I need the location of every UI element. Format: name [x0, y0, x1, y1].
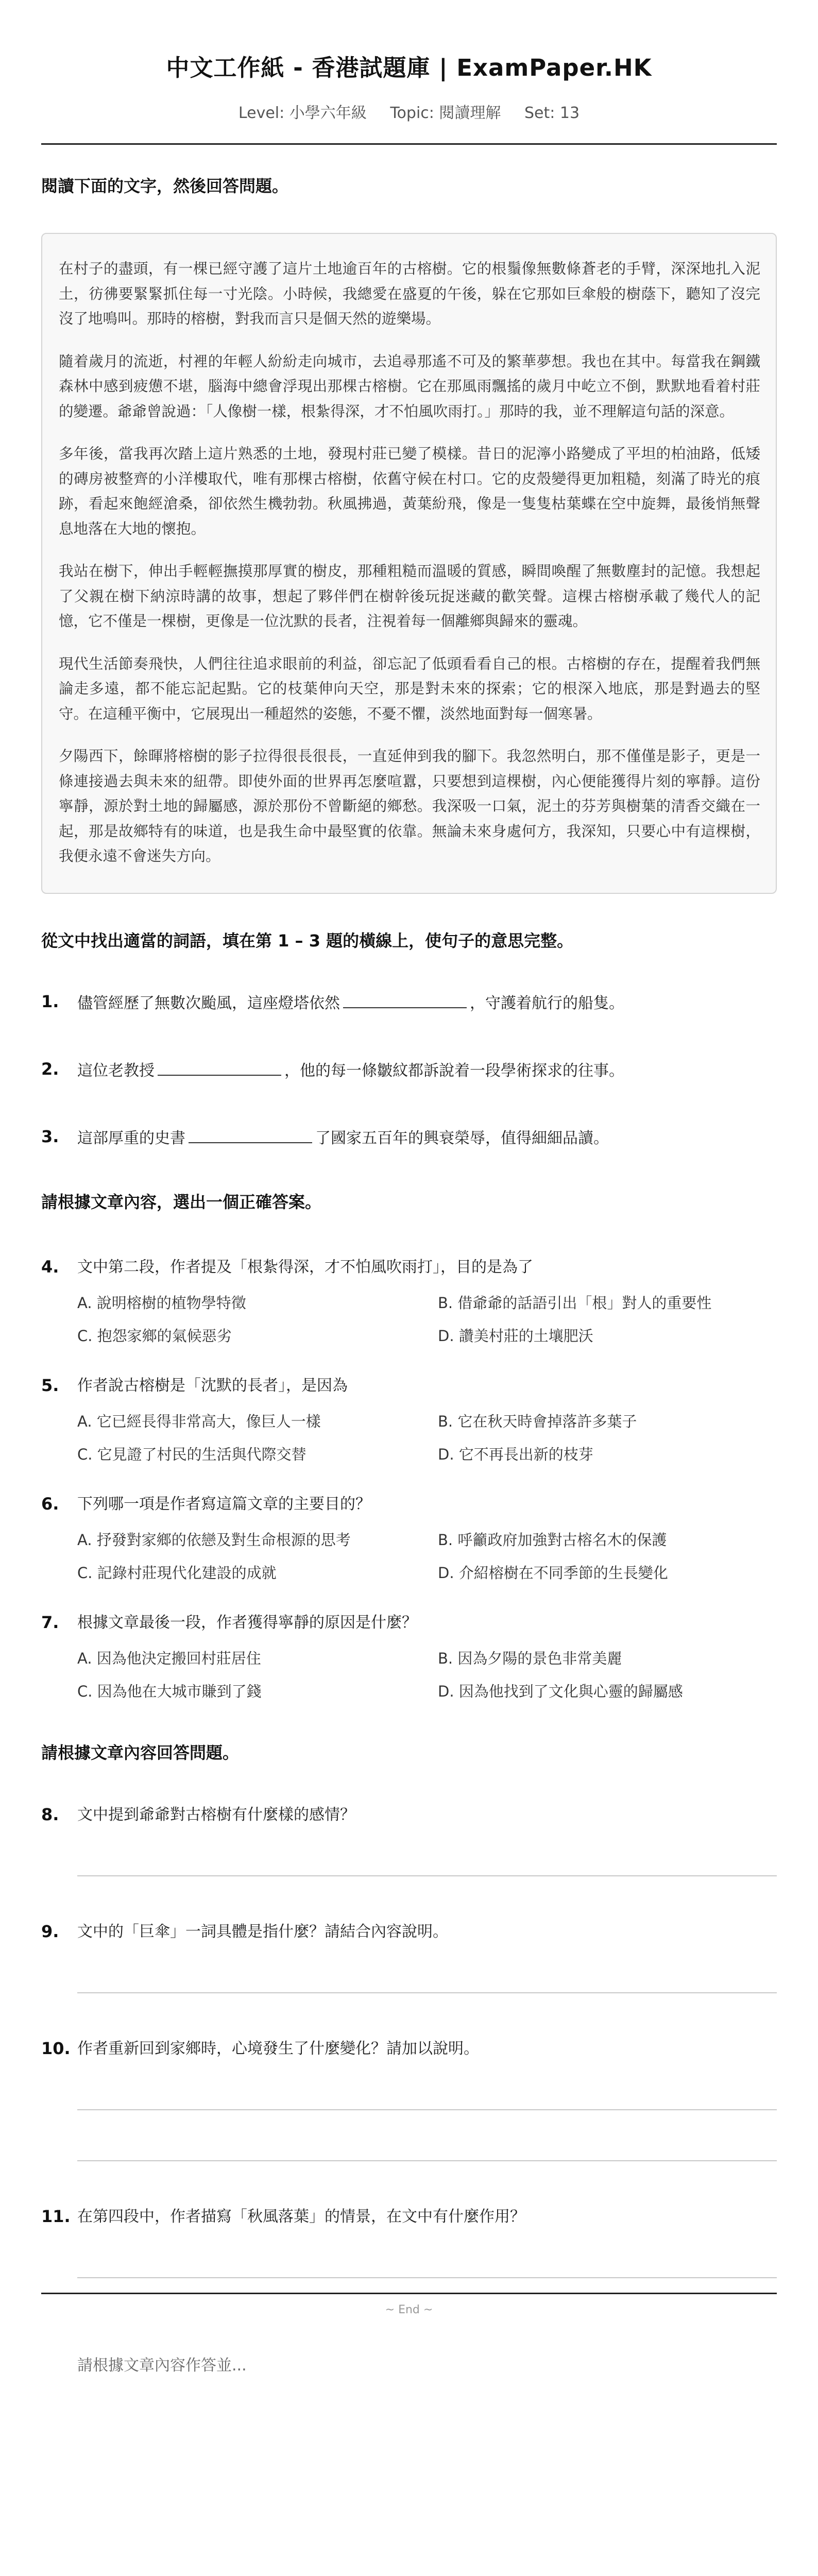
option-d[interactable]: D. 讚美村莊的土壤肥沃	[438, 1327, 593, 1345]
question-text: 根據文章最後一段，作者獲得寧靜的原因是什麼？	[77, 1613, 417, 1632]
short-answer-instruction: 請根據文章內容回答問題。	[41, 1742, 240, 1762]
question-number: 3.	[41, 1126, 59, 1146]
short-answer-question-8	[41, 1805, 777, 1825]
question-number: 2.	[41, 1059, 59, 1079]
option-a[interactable]: A. 它已經長得非常高大，像巨人一樣	[77, 1412, 321, 1430]
question-text: 作者說古榕樹是「沈默的長者」，是因為	[77, 1376, 348, 1395]
short-answer-question-11	[41, 2207, 777, 2227]
reading-passage	[41, 233, 777, 894]
trailing-text: 請根據文章內容作答並...	[77, 2356, 247, 2375]
fill-question-3	[41, 1127, 777, 1149]
option-list	[77, 1649, 777, 1701]
option-c[interactable]: C. 因為他在大城市賺到了錢	[77, 1682, 262, 1700]
option-c[interactable]: C. 它見證了村民的生活與代際交替	[77, 1445, 306, 1463]
option-list	[77, 1412, 777, 1464]
answer-line[interactable]	[77, 2109, 777, 2110]
short-answer-question-9	[41, 1922, 777, 1942]
question-text: ，他的每一條皺紋都訴說着一段學術探求的往事。	[284, 1061, 624, 1080]
question-number: 8.	[41, 1804, 59, 1824]
fill-in-instruction: 從文中找出適當的詞語，填在第 1 – 3 題的橫線上，使句子的意思完整。	[41, 930, 574, 951]
option-b[interactable]: B. 呼籲政府加強對古榕名木的保護	[438, 1531, 667, 1549]
short-answer-question-10	[41, 2039, 777, 2059]
option-b[interactable]: B. 借爺爺的話語引出「根」對人的重要性	[438, 1294, 712, 1312]
set-label: Set: 13	[524, 104, 580, 122]
question-text: 下列哪一項是作者寫這篇文章的主要目的？	[77, 1495, 371, 1513]
question-text: 這位老教授	[77, 1061, 155, 1080]
question-number: 7.	[41, 1612, 59, 1632]
question-text: 作者重新回到家鄉時，心境發生了什麼變化？請加以說明。	[77, 2039, 479, 2058]
option-c[interactable]: C. 抱怨家鄉的氣候惡劣	[77, 1327, 232, 1345]
question-number: 9.	[41, 1921, 59, 1941]
answer-line[interactable]	[77, 2160, 777, 2161]
option-list	[77, 1293, 777, 1346]
answer-line[interactable]	[77, 1992, 777, 1993]
question-text: ，守護着航行的船隻。	[470, 994, 624, 1012]
passage-paragraph: 夕陽西下，餘暉將榕樹的影子拉得很長很長，一直延伸到我的腳下。我忽然明白，那不僅僅是影子，更是一條連接過去與未來的紐帶。即使外面的世界再怎麼喧囂，只要想到這棵樹，內心便能獲得片刻的寧靜。這份寧靜，源於對土地的歸屬感，源於那份不曾斷絕的鄉愁。我深吸一口氣，泥土的芬芳與樹葉的清香交織在一起，那是故鄉特有的味道，也是我生命中最堅實的依靠。無論未來身處何方，我深知，只要心中有這棵樹，我便永遠不會迷失方向。	[59, 748, 760, 865]
answer-line[interactable]	[77, 1875, 777, 1876]
multiple-choice-instruction: 請根據文章內容，選出一個正確答案。	[41, 1192, 322, 1212]
passage-paragraph: 我站在樹下，伸出手輕輕撫摸那厚實的樹皮，那種粗糙而溫暖的質感，瞬間喚醒了無數塵封的記憶。我想起了父親在樹下納涼時講的故事，想起了夥伴們在樹幹後玩捉迷藏的歡笑聲。這棵古榕樹承載了幾代人的記憶，它不僅是一棵樹，更像是一位沈默的長者，注視着每一個離鄉與歸來的靈魂。	[59, 563, 760, 630]
mc-question-6	[41, 1494, 777, 1583]
fill-question-2	[41, 1059, 777, 1081]
worksheet-header	[41, 0, 777, 145]
question-text: 文中第二段，作者提及「根紮得深，才不怕風吹雨打」，目的是為了	[77, 1258, 533, 1276]
option-c[interactable]: C. 記錄村莊現代化建設的成就	[77, 1564, 277, 1582]
mc-question-5	[41, 1376, 777, 1464]
fill-question-1	[41, 992, 777, 1014]
question-text: 儘管經歷了無數次颱風，這座燈塔依然	[77, 994, 340, 1012]
option-b[interactable]: B. 它在秋天時會掉落許多葉子	[438, 1412, 637, 1430]
mc-question-7	[41, 1613, 777, 1701]
question-text: 在第四段中，作者描寫「秋風落葉」的情景，在文中有什麼作用？	[77, 2207, 525, 2226]
option-b[interactable]: B. 因為夕陽的景色非常美麗	[438, 1649, 622, 1667]
question-text: 了國家五百年的興衰榮辱，值得細細品讀。	[315, 1129, 609, 1147]
question-number: 4.	[41, 1257, 59, 1277]
passage-paragraph: 多年後，當我再次踏上這片熟悉的土地，發現村莊已變了模樣。昔日的泥濘小路變成了平坦的柏油路，低矮的磚房被整齊的小洋樓取代，唯有那棵古榕樹，依舊守候在村口。它的皮殼變得更加粗糙，刻滿了時光的痕跡，看起來飽經滄桑，卻依然生機勃勃。秋風拂過，黃葉紛飛，像是一隻隻枯葉蝶在空中旋舞，最後悄無聲息地落在大地的懷抱。	[59, 445, 760, 537]
option-a[interactable]: A. 因為他決定搬回村莊居住	[77, 1649, 261, 1667]
question-text: 文中的「巨傘」一詞具體是指什麼？請結合內容說明。	[77, 1922, 448, 1941]
end-mark: ~ End ~	[385, 2303, 433, 2316]
question-number: 1.	[41, 991, 59, 1011]
option-d[interactable]: D. 介紹榕樹在不同季節的生長變化	[438, 1564, 668, 1582]
question-text: 這部厚重的史書	[77, 1129, 185, 1147]
answer-line[interactable]	[77, 2277, 777, 2278]
question-number: 6.	[41, 1494, 59, 1514]
header-divider	[41, 143, 777, 145]
option-d[interactable]: D. 因為他找到了文化與心靈的歸屬感	[438, 1682, 683, 1700]
question-number: 10.	[41, 2038, 71, 2058]
page-title: 中文工作紙 - 香港試題庫 | ExamPaper.HK	[166, 54, 652, 81]
question-text: 文中提到爺爺對古榕樹有什麼樣的感情？	[77, 1805, 355, 1824]
passage-paragraph: 隨着歲月的流逝，村裡的年輕人紛紛走向城市，去追尋那遙不可及的繁華夢想。我也在其中。每當我在鋼鐵森林中感到疲憊不堪，腦海中總會浮現出那棵古榕樹。它在那風雨飄搖的歲月中屹立不倒，默默地看着村莊的變遷。爺爺曾說過：「人像樹一樣，根紮得深，才不怕風吹雨打。」那時的我，並不理解這句話的深意。	[59, 352, 760, 420]
answer-blank[interactable]	[158, 1059, 281, 1076]
option-a[interactable]: A. 抒發對家鄉的依戀及對生命根源的思考	[77, 1531, 351, 1549]
level-label: Level: 小學六年級	[238, 104, 367, 122]
mc-question-4	[41, 1257, 777, 1346]
option-d[interactable]: D. 它不再長出新的枝芽	[438, 1445, 593, 1463]
worksheet-page	[41, 0, 777, 2375]
answer-blank[interactable]	[189, 1127, 312, 1143]
topic-label: Topic: 閱讀理解	[390, 104, 501, 122]
reading-instruction: 閱讀下面的文字，然後回答問題。	[41, 176, 289, 196]
passage-paragraph: 現代生活節奏飛快，人們往往追求眼前的利益，卻忘記了低頭看看自己的根。古榕樹的存在，提醒着我們無論走多遠，都不能忘記起點。它的枝葉伸向天空，那是對未來的探索；它的根深入地底，那是對過去的堅守。在這種平衡中，它展現出一種超然的姿態，不憂不懼，淡然地面對每一個寒暑。	[59, 655, 760, 722]
question-number: 11.	[41, 2206, 71, 2226]
passage-paragraph: 在村子的盡頭，有一棵已經守護了這片土地逾百年的古榕樹。它的根鬚像無數條蒼老的手臂，深深地扎入泥土，彷彿要緊緊抓住每一寸光陰。小時候，我總愛在盛夏的午後，躲在它那如巨傘般的樹蔭下，聽知了沒完沒了地鳴叫。那時的榕樹，對我而言只是個天然的遊樂場。	[59, 260, 760, 327]
question-number: 5.	[41, 1375, 59, 1395]
option-a[interactable]: A. 說明榕樹的植物學特徵	[77, 1294, 246, 1312]
option-list	[77, 1530, 777, 1583]
answer-blank[interactable]	[343, 992, 467, 1008]
worksheet-meta	[41, 100, 777, 123]
end-divider	[41, 2293, 777, 2294]
